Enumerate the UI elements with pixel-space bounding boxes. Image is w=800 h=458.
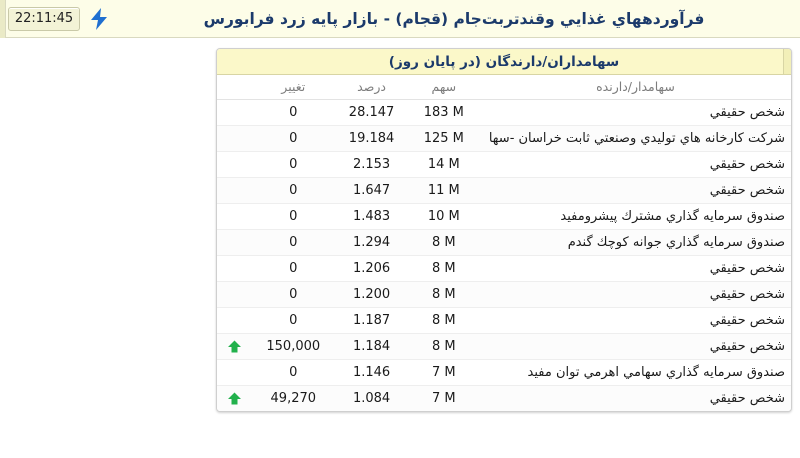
app-header [0,0,800,38]
arrow-placeholder [217,308,251,334]
cell-holder-name: شخص حقيقي [709,391,785,406]
cell-holder-name: شخص حقيقي [480,308,791,334]
page-title: فرآوردههاي غذايي وقندتربت‌جام (قجام) - بازار پایه زرد فرابورس [203,9,705,28]
arrow-up-icon [227,391,242,406]
cell-share: 14 M [408,152,480,178]
cell-percent: 1.200 [335,282,407,308]
cell-change: 150,000 [251,334,335,360]
panel-title: سهامداران/دارندگان (در پایان روز) [388,53,620,70]
cell-change: 0 [251,256,335,282]
cell-percent: 1.483 [335,204,407,230]
cell-holder-name: صندوق سرمايه گذاري مشترك پيشرومفيد [480,204,791,230]
cell-share: 183 M [408,100,480,126]
clock-display [8,7,80,31]
cell-holder-name: صندوق سرمايه گذاري سهامي اهرمي توان مفيد [480,360,791,386]
arrow-placeholder [217,152,251,178]
header-edge-decoration [0,0,6,38]
arrow-placeholder [217,100,251,126]
arrow-placeholder [217,282,251,308]
table-row[interactable] [217,230,791,256]
table-header [217,75,791,100]
cell-share: 125 M [408,126,480,152]
cell-change: 0 [251,100,335,126]
table-row[interactable] [217,360,791,386]
arrow-placeholder [217,230,251,256]
cell-share: 8 M [408,334,480,360]
cell-share: 7 M [408,360,480,386]
arrow-up-icon [217,334,251,360]
table-row[interactable] [217,204,791,230]
cell-percent: 1.206 [335,256,407,282]
arrow-placeholder [217,178,251,204]
cell-change: 0 [251,204,335,230]
cell-change: 0 [251,308,335,334]
column-header-percent[interactable]: درصد [335,75,407,100]
cell-change: 0 [251,230,335,256]
cell-share: 8 M [408,256,480,282]
clock-text: 22:11:45 [14,11,74,26]
panel-header [217,49,791,75]
cell-percent: 1.187 [335,308,407,334]
table-row[interactable] [217,178,791,204]
cell-holder-name: شخص حقيقي [480,152,791,178]
cell-share: 10 M [408,204,480,230]
bolt-icon [86,6,112,32]
table-row[interactable] [217,100,791,126]
arrow-placeholder [217,256,251,282]
cell-percent: 1.084 [352,391,391,406]
cell-percent: 28.147 [335,100,407,126]
arrow-up-icon [217,386,251,412]
cell-holder-name: شخص حقيقي [480,282,791,308]
arrow-placeholder [217,126,251,152]
table-row[interactable] [217,334,791,360]
cell-holder-name: شخص حقيقي [480,100,791,126]
cell-change: 0 [251,178,335,204]
cell-percent: 1.184 [335,334,407,360]
panel-header-edge [783,49,791,74]
cell-share: 8 M [408,308,480,334]
cell-share: 7 M [431,391,456,406]
shareholders-table [217,75,791,411]
table-row[interactable] [217,282,791,308]
table-body [217,100,791,412]
cell-holder-name: شخص حقيقي [480,334,791,360]
cell-percent: 2.153 [335,152,407,178]
arrow-up-icon [227,339,242,354]
column-header-name[interactable]: سهامدار/دارنده [480,75,791,100]
cell-share: 8 M [408,282,480,308]
table-row[interactable] [217,256,791,282]
table-header-row [217,75,791,100]
cell-holder-name: صندوق سرمايه گذاري جوانه كوچك گندم [480,230,791,256]
column-header-share[interactable]: سهم [408,75,480,100]
column-header-change[interactable]: تغییر [251,75,335,100]
cell-holder-name: شخص حقيقي [480,178,791,204]
cell-share: 11 M [408,178,480,204]
table-row[interactable] [217,386,791,412]
cell-share: 8 M [408,230,480,256]
arrow-placeholder [217,204,251,230]
cell-change: 0 [251,282,335,308]
cell-percent: 1.294 [335,230,407,256]
shareholders-panel [216,48,792,412]
cell-change: 49,270 [270,391,317,406]
cell-percent: 19.184 [335,126,407,152]
table-row[interactable] [217,126,791,152]
table-row[interactable] [217,152,791,178]
cell-holder-name: شركت كارخانه هاي توليدي وصنعتي ثابت خراسان -سها [480,126,791,152]
cell-percent: 1.647 [335,178,407,204]
arrow-placeholder [217,360,251,386]
cell-change: 0 [251,152,335,178]
cell-change: 0 [251,126,335,152]
cell-change: 0 [251,360,335,386]
cell-percent: 1.146 [335,360,407,386]
cell-holder-name: شخص حقيقي [480,256,791,282]
table-row[interactable] [217,308,791,334]
column-header-arrow [217,75,251,100]
